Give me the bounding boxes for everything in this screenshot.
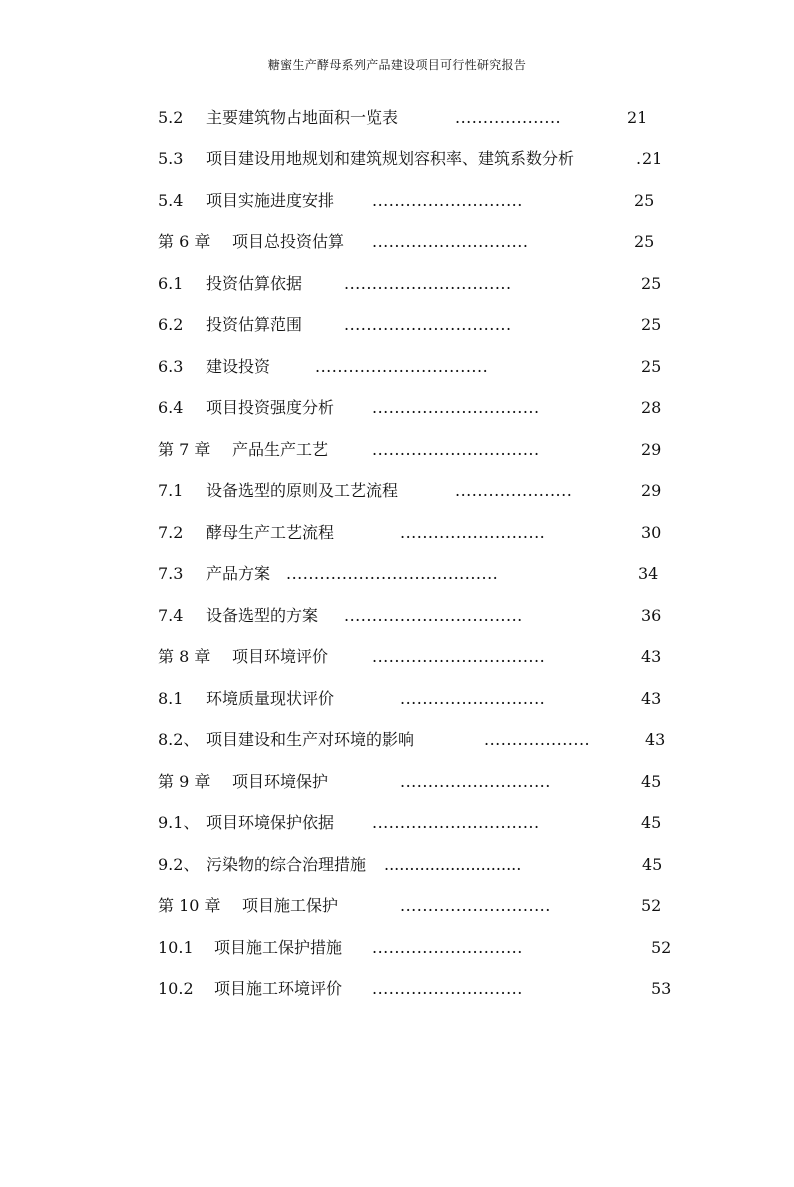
toc-title: 项目环境保护依据 [206, 813, 335, 832]
toc-number: 7.2 [158, 523, 184, 542]
toc-title: 项目施工保护措施 [214, 938, 343, 957]
toc-page: 52 [651, 938, 672, 957]
toc-page: 25 [634, 191, 655, 210]
toc-page: 25 [641, 357, 662, 376]
toc-number: 6.4 [158, 398, 184, 417]
toc-number: 10.2 [158, 979, 194, 998]
toc-page: 45 [641, 772, 662, 791]
toc-title: 项目投资强度分析 [206, 398, 335, 417]
toc-leader: .............................. [344, 315, 512, 334]
toc-title: 项目施工保护 [242, 896, 339, 915]
toc-title: 设备选型的方案 [206, 606, 319, 625]
toc-leader: ............................ [372, 232, 529, 251]
toc-entry-8-1[interactable] [0, 681, 794, 717]
toc-page: 52 [641, 896, 662, 915]
toc-entry-6-3[interactable] [0, 349, 794, 385]
toc-number: 第 9 章 [158, 772, 211, 791]
toc-title: 建设投资 [206, 357, 271, 376]
toc-title: 产品生产工艺 [232, 440, 329, 459]
toc-entry-10-1[interactable] [0, 930, 794, 966]
toc-entry-chapter-10[interactable] [0, 888, 794, 924]
toc-leader: .............................. [344, 274, 512, 293]
toc-entry-5-2[interactable] [0, 100, 794, 136]
toc-title: 酵母生产工艺流程 [206, 523, 335, 542]
toc-entry-7-4[interactable] [0, 598, 794, 634]
toc-page: 34 [638, 564, 659, 583]
toc-page: 45 [642, 855, 663, 874]
toc-page: 43 [645, 730, 666, 749]
toc-page: 29 [641, 440, 662, 459]
toc-number: 5.4 [158, 191, 184, 210]
toc-leader: ........................... [372, 979, 523, 998]
toc-page: 53 [651, 979, 672, 998]
toc-entry-7-1[interactable] [0, 473, 794, 509]
toc-entry-chapter-6[interactable] [0, 224, 794, 260]
toc-entry-8-2[interactable] [0, 722, 794, 758]
toc-entry-9-1[interactable] [0, 805, 794, 841]
toc-leader: .......................... [400, 523, 546, 542]
toc-leader: ........................... [400, 772, 551, 791]
toc-title: 项目建设用地规划和建筑规划容积率、建筑系数分析 [206, 149, 575, 168]
toc-leader: ................................ [344, 606, 523, 625]
toc-page: 45 [641, 813, 662, 832]
toc-leader: .............................. [372, 813, 540, 832]
toc-leader: ................... [455, 108, 562, 127]
toc-number: 5.2 [158, 108, 184, 127]
toc-page: 21 [627, 108, 648, 127]
toc-page: 25 [641, 274, 662, 293]
toc-page: 28 [641, 398, 662, 417]
toc-number: 8.1 [158, 689, 184, 708]
toc-entry-chapter-7[interactable] [0, 432, 794, 468]
toc-title: 项目实施进度安排 [206, 191, 335, 210]
toc-title: 投资估算范围 [206, 315, 303, 334]
toc-page: 43 [641, 647, 662, 666]
toc-number: 第 6 章 [158, 232, 211, 251]
toc-number: 9.2、 [158, 855, 200, 874]
toc-leader: ........................... [372, 938, 523, 957]
toc-entry-7-3[interactable] [0, 556, 794, 592]
toc-leader: ........................... [384, 855, 522, 874]
toc-entry-6-1[interactable] [0, 266, 794, 302]
toc-title: 污染物的综合治理措施 [206, 855, 367, 874]
toc-entry-10-2[interactable] [0, 971, 794, 1007]
toc-leader: .............................. [372, 440, 540, 459]
toc-leader: ...................................... [286, 564, 499, 583]
toc-number: 7.1 [158, 481, 184, 500]
toc-leader: ............................... [315, 357, 489, 376]
toc-leader: ..................... [455, 481, 573, 500]
toc-number: 5.3 [158, 149, 184, 168]
page-header: 糖蜜生产酵母系列产品建设项目可行性研究报告 [267, 58, 527, 72]
toc-number: 第 7 章 [158, 440, 211, 459]
toc-number: 9.1、 [158, 813, 200, 832]
toc-entry-9-2[interactable] [0, 847, 794, 883]
toc-title: 项目环境保护 [232, 772, 329, 791]
toc-leader: ................... [484, 730, 591, 749]
toc-entry-7-2[interactable] [0, 515, 794, 551]
toc-entry-6-4[interactable] [0, 390, 794, 426]
toc-leader: . [636, 149, 642, 168]
toc-page: 36 [641, 606, 662, 625]
toc-number: 第 10 章 [158, 896, 221, 915]
toc-entry-5-3[interactable] [0, 141, 794, 177]
toc-page: 21 [642, 149, 663, 168]
toc-number: 6.3 [158, 357, 184, 376]
toc-entry-chapter-9[interactable] [0, 764, 794, 800]
toc-page: 25 [641, 315, 662, 334]
toc-title: 主要建筑物占地面积一览表 [206, 108, 399, 127]
toc-number: 8.2、 [158, 730, 200, 749]
toc-page: 25 [634, 232, 655, 251]
toc-number: 6.2 [158, 315, 184, 334]
toc-page: 29 [641, 481, 662, 500]
toc-number: 6.1 [158, 274, 184, 293]
toc-leader: ............................... [372, 647, 546, 666]
toc-entry-5-4[interactable] [0, 183, 794, 219]
toc-title: 设备选型的原则及工艺流程 [206, 481, 399, 500]
toc-leader: .......................... [400, 689, 546, 708]
toc-page: 30 [641, 523, 662, 542]
toc-entry-chapter-8[interactable] [0, 639, 794, 675]
toc-page: 43 [641, 689, 662, 708]
toc-title: 环境质量现状评价 [206, 689, 335, 708]
toc-title: 项目建设和生产对环境的影响 [206, 730, 415, 749]
toc-title: 项目总投资估算 [232, 232, 345, 251]
toc-title: 投资估算依据 [206, 274, 303, 293]
toc-leader: ........................... [372, 191, 523, 210]
toc-number: 7.3 [158, 564, 184, 583]
toc-title: 产品方案 [206, 564, 271, 583]
toc-entry-6-2[interactable] [0, 307, 794, 343]
toc-leader: .............................. [372, 398, 540, 417]
toc-number: 第 8 章 [158, 647, 211, 666]
toc-number: 7.4 [158, 606, 184, 625]
toc-number: 10.1 [158, 938, 194, 957]
toc-title: 项目环境评价 [232, 647, 329, 666]
toc-title: 项目施工环境评价 [214, 979, 343, 998]
toc-leader: ........................... [400, 896, 551, 915]
